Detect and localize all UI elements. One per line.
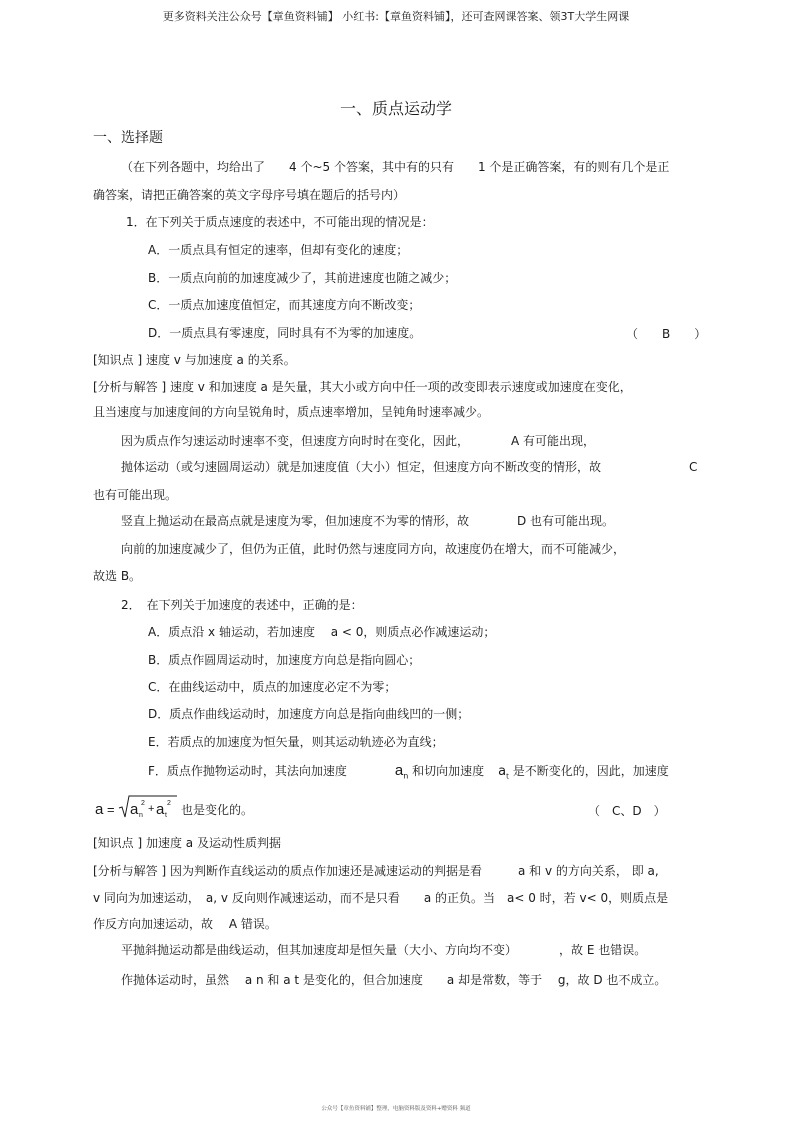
q2-option-d: D．质点作曲线运动时，加速度方向总是指向曲线凹的一侧；: [148, 707, 470, 721]
svg-text:a: a: [130, 801, 139, 818]
q2-option-f-pre: F．质点作抛物运动时，其法向加速度: [148, 764, 347, 778]
q2-analysis-line-3: 作反方向加速运动，故 A 错误。: [93, 917, 277, 931]
q2-knowledge: [知识点 ] 加速度 a 及运动性质判据: [93, 836, 281, 850]
page-footer: 公众号【章鱼资料铺】整理，电脑资料版及资料+赠资料 频道: [321, 1106, 471, 1112]
svg-text:a: a: [95, 801, 104, 818]
svg-text:2: 2: [167, 800, 171, 807]
q1-analysis-line-2: 且当速度与加速度间的方向呈锐角时，质点速率增加，呈钝角时速率减少。: [93, 405, 490, 419]
q1-analysis-option-c: C: [689, 460, 698, 474]
q2-stem: 2． 在下列关于加速度的表述中，正确的是：: [121, 598, 363, 612]
intro-line-2: 确答案，请把正确答案的英文字母序号填在题后的括号内）: [93, 188, 406, 202]
q2-answer: （ C、D ）: [588, 804, 666, 818]
q2-option-b: B．质点作圆周运动时，加速度方向总是指向圆心；: [148, 653, 421, 667]
q2-analysis-line-1: [分析与解答 ] 因为判断作直线运动的质点作加速还是减速运动的判据是看 a 和 v 的方向关系， 即 a,: [93, 864, 659, 878]
svg-text:2: 2: [141, 800, 145, 807]
q1-analysis-line-8: 故选 B。: [93, 569, 142, 583]
q2-option-f-n-sub: n: [403, 771, 409, 781]
q2-formula-suffix: 也是变化的。: [181, 803, 254, 817]
q2-option-f-at: a: [498, 764, 507, 779]
q2-option-a: A．质点沿 x 轴运动，若加速度 a < 0，则质点必作减速运动；: [148, 625, 496, 639]
q2-analysis-line-2: v 同向为加速运动， a, v 反向则作减速运动，而不是只看 a 的正负。当 a< 0 时，若 v< 0，则质点是: [93, 891, 669, 905]
svg-text:=: =: [107, 802, 115, 817]
svg-text:n: n: [139, 812, 143, 819]
q1-analysis-line-4: 抛体运动（或匀速圆周运动）就是加速度值（大小）恒定，但速度方向不断改变的情形，故: [121, 460, 602, 474]
q2-option-f: [148, 763, 669, 784]
q2-option-f-post: 是不断变化的，因此，加速度: [508, 764, 669, 778]
section-heading: 一、选择题: [93, 130, 163, 146]
q1-option-a: A．一质点具有恒定的速率，但却有变化的速度；: [148, 243, 409, 257]
svg-text:a: a: [156, 801, 165, 818]
q1-option-c: C．一质点加速度值恒定，而其速度方向不断改变；: [148, 298, 421, 312]
svg-text:t: t: [165, 812, 167, 819]
q1-analysis-line-5: 也有可能出现。: [93, 488, 178, 502]
q2-analysis-line-5: 作抛体运动时，虽然 a n 和 a t 是变化的，但合加速度 a 却是常数，等于 g，故 D 也不成立。: [121, 973, 667, 987]
q2-option-c: C．在曲线运动中，质点的加速度必定不为零；: [148, 680, 397, 694]
q1-option-b: B．一质点向前的加速度减少了，其前进速度也随之减少；: [148, 271, 457, 285]
q1-analysis-line-6: 竖直上抛运动在最高点就是速度为零，但加速度不为零的情形，故 D 也有可能出现。: [121, 514, 615, 528]
q2-option-f-mid: 和切向加速度: [408, 764, 485, 778]
q1-analysis-line-7: 向前的加速度减少了，但仍为正值，此时仍然与速度同方向，故速度仍在增大，而不可能减少，: [121, 542, 626, 556]
svg-text:+: +: [148, 803, 155, 815]
intro-line-1: （在下列各题中，均给出了 4 个~5 个答案，其中有的只有 1 个是正确答案，有的则有几个是正: [121, 160, 670, 174]
q1-knowledge: [知识点 ] 速度 v 与加速度 a 的关系。: [93, 353, 296, 367]
q2-option-f-an: a: [394, 762, 404, 779]
chapter-title: 一、质点运动学: [339, 99, 452, 118]
q2-option-e: E．若质点的加速度为恒矢量，则其运动轨迹必为直线；: [148, 735, 444, 749]
q1-option-d: D．一质点具有零速度，同时具有不为零的加速度。: [148, 326, 422, 340]
acceleration-formula: [95, 794, 179, 820]
q2-option-f-t-sub: t: [506, 772, 509, 781]
page-header: 更多资料关注公众号【章鱼资料铺】 小红书:【章鱼资料铺】，还可查网课答案、领3T大学生网课: [162, 10, 630, 23]
q2-analysis-line-4: 平抛斜抛运动都是曲线运动，但其加速度却是恒矢量（大小、方向均不变） ，故 E 也错误。: [121, 943, 647, 957]
q1-analysis-line-1: [分析与解答 ] 速度 v 和加速度 a 是矢量，其大小或方向中任一项的改变即表示速度或加速度在变化，: [93, 380, 632, 394]
q1-stem: 1．在下列关于质点速度的表述中，不可能出现的情况是：: [126, 215, 434, 229]
acceleration-formula-graphic: [95, 794, 179, 820]
q1-analysis-line-3: 因为质点作匀速运动时速率不变，但速度方向时时在变化，因此， A 有可能出现，: [121, 434, 596, 448]
q1-answer: （ B ）: [626, 327, 707, 341]
